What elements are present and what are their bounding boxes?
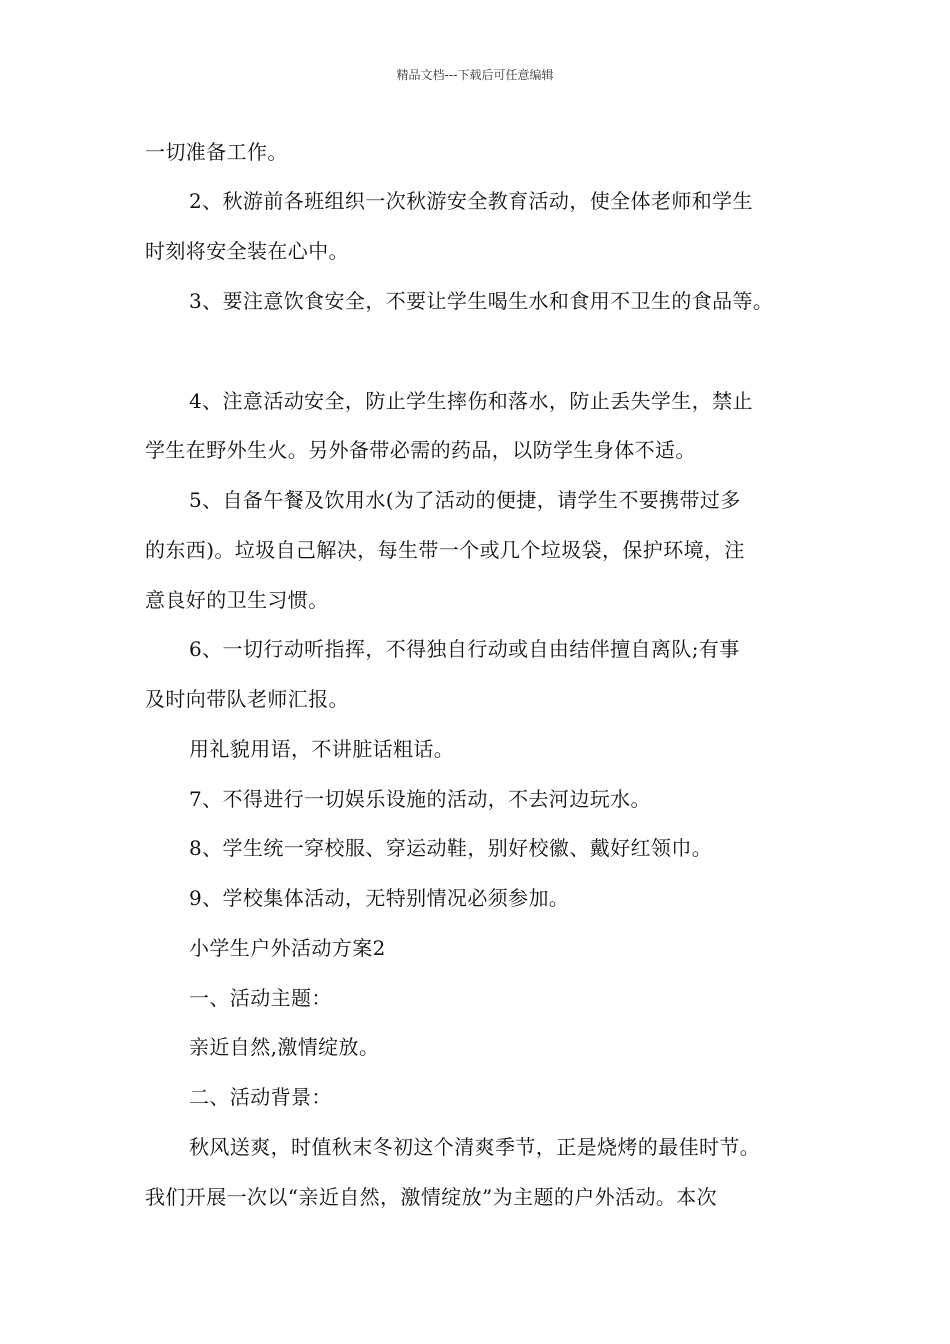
- paragraph-line: 3、要注意饮食安全，不要让学生喝生水和食用不卫生的食品等。: [189, 289, 774, 313]
- paragraph-line: 意良好的卫生习惯。: [145, 588, 329, 612]
- paragraph-line: 2、秋游前各班组织一次秋游安全教育活动，使全体老师和学生: [189, 189, 753, 213]
- paragraph-line: 我们开展一次以“亲近自然，激情绽放”为主题的户外活动。本次: [145, 1185, 718, 1209]
- paragraph-line: 秋风送爽，时值秋末冬初这个清爽季节，正是烧烤的最佳时节。: [189, 1135, 761, 1159]
- paragraph-line: 4、注意活动安全，防止学生摔伤和落水，防止丢失学生，禁止: [189, 389, 753, 413]
- paragraph-line: 7、不得进行一切娱乐设施的活动，不去河边玩水。: [189, 787, 651, 811]
- paragraph-line: 6、一切行动听指挥，不得独自行动或自由结伴擅自离队;有事: [189, 637, 740, 661]
- subsection-heading: 二、活动背景：: [189, 1085, 332, 1109]
- paragraph-line: 一切准备工作。: [145, 140, 288, 164]
- paragraph-line: 学生在野外生火。另外备带必需的药品，以防学生身体不适。: [145, 438, 696, 462]
- paragraph-line: 9、学校集体活动，无特别情况必须参加。: [189, 886, 570, 910]
- paragraph-line: 8、学生统一穿校服、穿运动鞋，别好校徽、戴好红领巾。: [189, 836, 713, 860]
- paragraph-line: 5、自备午餐及饮用水(为了活动的便捷，请学生不要携带过多: [189, 488, 741, 512]
- paragraph-line: 及时向带队老师汇报。: [145, 687, 349, 711]
- page-header: 精品文档---下载后可任意编辑: [396, 68, 554, 82]
- section-heading: 小学生户外活动方案2: [189, 936, 386, 960]
- paragraph-line: 的东西)。垃圾自己解决，每生带一个或几个垃圾袋，保护环境，注: [145, 538, 745, 562]
- paragraph-line: 时刻将安全装在心中。: [145, 239, 349, 263]
- paragraph-line: 亲近自然,激情绽放。: [189, 1035, 380, 1059]
- subsection-heading: 一、活动主题：: [189, 986, 332, 1010]
- paragraph-line: 用礼貌用语，不讲脏话粗话。: [189, 737, 455, 761]
